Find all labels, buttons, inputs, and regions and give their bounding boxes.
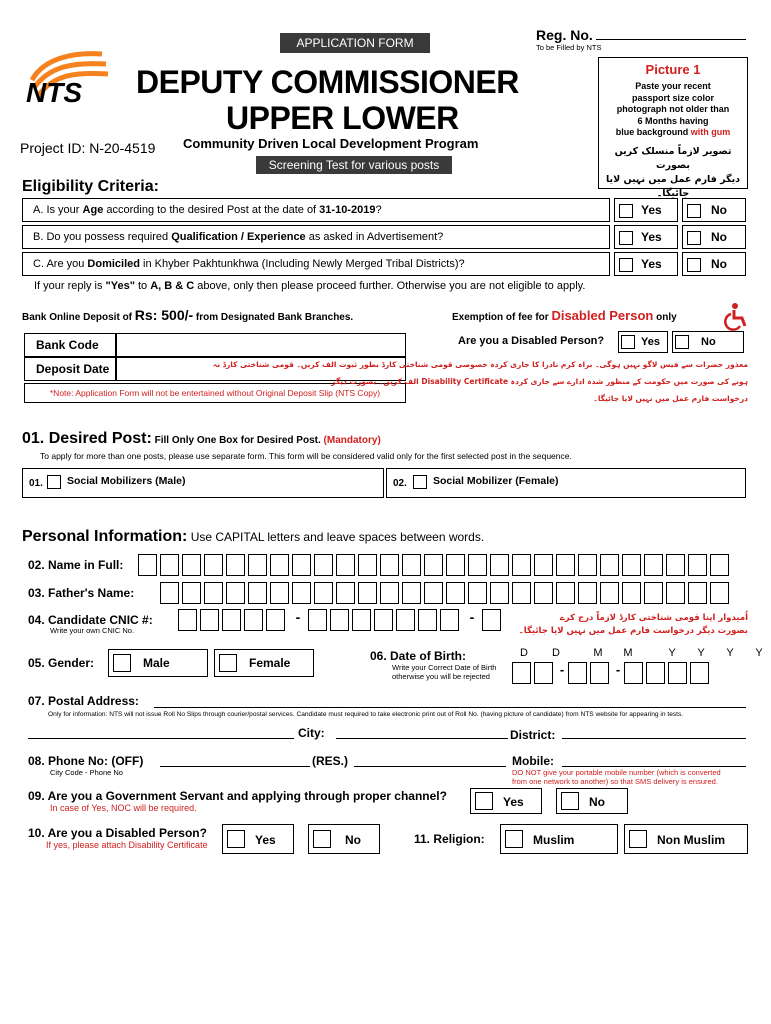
phone-res-label: (RES.): [312, 754, 348, 768]
gender-label: 05. Gender:: [28, 656, 95, 670]
disabled-yes[interactable]: Yes: [222, 824, 294, 854]
desired-post-heading: 01. Desired Post: Fill Only One Box for Desired Post. (Mandatory): [22, 430, 381, 447]
govt-servant-no[interactable]: No: [556, 788, 628, 814]
post-option-2[interactable]: 02. Social Mobilizer (Female): [386, 468, 746, 498]
eligibility-note: If your reply is "Yes" to A, B & C above, only then please proceed further. Otherwise you are not eligible to apply.: [34, 280, 586, 292]
dob-sub: Write your Correct Date of Birth otherwise you will be rejected: [392, 663, 497, 681]
personal-heading: Personal Information: Use CAPITAL letters and leave spaces between words.: [22, 528, 485, 545]
city-label: City:: [298, 726, 325, 740]
name-label: 02. Name in Full:: [28, 558, 124, 572]
bank-code-input[interactable]: [116, 333, 406, 357]
father-name-label: 03. Father's Name:: [28, 586, 135, 600]
religion-label: 11. Religion:: [414, 832, 485, 846]
city-input[interactable]: [336, 738, 508, 739]
bank-note: *Note: Application Form will not be entertained without Original Deposit Slip (NTS Copy): [24, 383, 406, 403]
reg-no-sub: To be Filled by NTS: [536, 43, 602, 52]
cnic-sub: Write your own CNIC No.: [50, 626, 135, 635]
disabled-no[interactable]: No: [308, 824, 380, 854]
eligibility-c-no[interactable]: No: [682, 252, 746, 276]
phone-off-input[interactable]: [160, 766, 310, 767]
name-cells[interactable]: [138, 554, 746, 578]
postal-address-input[interactable]: [154, 707, 746, 708]
postal-address-label: 07. Postal Address:: [28, 694, 139, 708]
religion-muslim[interactable]: Muslim: [500, 824, 618, 854]
bank-deposit-heading: Bank Online Deposit of Rs: 500/- from Designated Bank Branches.: [22, 307, 354, 323]
eligibility-b-no[interactable]: No: [682, 225, 746, 249]
district-input[interactable]: [562, 738, 746, 739]
govt-servant-label: 09. Are you a Government Servant and applying through proper channel?: [28, 789, 447, 803]
program-name: Community Driven Local Development Program: [183, 136, 479, 151]
cnic-urdu-note: اُمیدوار اپنا قومی شناختی کارڈ لازماً درج کرے بصورت دیگر درخواست فارم عمل میں نہیں لایا جائیگا۔: [518, 613, 748, 636]
screening-banner: Screening Test for various posts: [256, 156, 452, 174]
phone-off-label: 08. Phone No: (OFF): [28, 754, 144, 768]
eligibility-c-yes[interactable]: Yes: [614, 252, 678, 276]
eligibility-row-c: C. Are you Domiciled in Khyber Pakhtunkhwa (Including Newly Merged Tribal Districts)?: [22, 252, 610, 276]
phone-sub: City Code - Phone No: [50, 768, 123, 777]
project-id: Project ID: N-20-4519: [20, 140, 156, 156]
exemption-yes[interactable]: Yes: [618, 331, 668, 353]
photo-urdu-note: تصویر لازماً منسلک کریں بصورت دیگر فارم عمل میں نہیں لایا جائیگا۔: [605, 145, 741, 199]
page-title-line2: UPPER LOWER: [226, 100, 459, 136]
post-option-1-checkbox[interactable]: [47, 475, 61, 489]
exemption-heading: Exemption of fee for Disabled Person only: [452, 308, 677, 323]
eligibility-row-a: A. Is your Age according to the desired Post at the date of 31-10-2019?: [22, 198, 610, 222]
eligibility-heading: Eligibility Criteria:: [22, 178, 159, 195]
disabled-label: 10. Are you a Disabled Person?: [28, 826, 207, 840]
exemption-no[interactable]: No: [672, 331, 744, 353]
govt-servant-sub: In case of Yes, NOC will be required.: [50, 803, 197, 813]
eligibility-a-no[interactable]: No: [682, 198, 746, 222]
page-title-line1: DEPUTY COMMISSIONER: [136, 64, 519, 100]
exemption-urdu-note: معذور حضرات سے فیس لاگو نہیں ہوگی۔ براہ کرم نادرا کا جاری کردہ خصوصی قومی شناختی کارڈ بطور ثبوت الف کریں۔ قومی شناختی کارڈ نہ ہونے کی صورت میں حکومت کے منظور شدہ ادارے سے جاری کردہ Disability Certificate الف کریں۔ بصورت دیگر درخواست فارم عمل میں نہیں لایا جائیگا۔: [212, 360, 748, 403]
postal-address-line2[interactable]: [28, 738, 294, 739]
gender-male[interactable]: Male: [108, 649, 208, 677]
district-label: District:: [510, 728, 556, 742]
mobile-label: Mobile:: [512, 754, 554, 768]
eligibility-a-yes[interactable]: Yes: [614, 198, 678, 222]
mobile-input[interactable]: [562, 766, 746, 767]
disabled-sub: If yes, please attach Disability Certificate: [46, 840, 208, 850]
mobile-sub: DO NOT give your portable mobile number (which is converted from one network to another) so that SMS delivery is ensured.: [512, 768, 721, 786]
govt-servant-yes[interactable]: Yes: [470, 788, 542, 814]
post-option-1[interactable]: 01. Social Mobilizers (Male): [22, 468, 384, 498]
photo-box[interactable]: [598, 57, 748, 199]
photo-instructions: Paste your recent passport size color photograph not older than 6 Months having blue background with gum: [615, 81, 731, 137]
dob-letters: D D M M Y Y Y Y: [520, 647, 763, 659]
post-option-2-checkbox[interactable]: [413, 475, 427, 489]
bank-code-label: Bank Code: [36, 338, 99, 352]
reg-no-label: Reg. No.: [536, 27, 593, 43]
gender-female[interactable]: Female: [214, 649, 314, 677]
reg-no-input[interactable]: [596, 39, 746, 40]
postal-info: Only for information: NTS will not issue Roll No Slips through courier/postal services. Candidate must required to take electronic print out of Roll No. (having picture of candidate) from NTS website for appearing in tests.: [48, 711, 684, 718]
cnic-cells[interactable]: - -: [178, 609, 528, 633]
eligibility-row-b: B. Do you possess required Qualification / Experience as asked in Advertisement?: [22, 225, 610, 249]
form-badge: APPLICATION FORM: [280, 33, 430, 53]
phone-res-input[interactable]: [354, 766, 506, 767]
deposit-date-label: Deposit Date: [36, 362, 110, 376]
photo-box-title: Picture 1: [645, 62, 701, 77]
nts-logo-text: NTS: [26, 77, 82, 108]
exemption-question: Are you a Disabled Person?: [458, 335, 605, 347]
religion-non-muslim[interactable]: Non Muslim: [624, 824, 748, 854]
eligibility-b-yes[interactable]: Yes: [614, 225, 678, 249]
dob-label: 06. Date of Birth:: [370, 649, 467, 663]
father-name-cells[interactable]: [160, 582, 746, 606]
desired-post-instruction: To apply for more than one posts, please use separate form. This form will be considered valid only for the first selected post in the sequence.: [40, 451, 572, 461]
cnic-label: 04. Candidate CNIC #:: [28, 613, 153, 627]
dob-cells[interactable]: - -: [512, 662, 748, 686]
